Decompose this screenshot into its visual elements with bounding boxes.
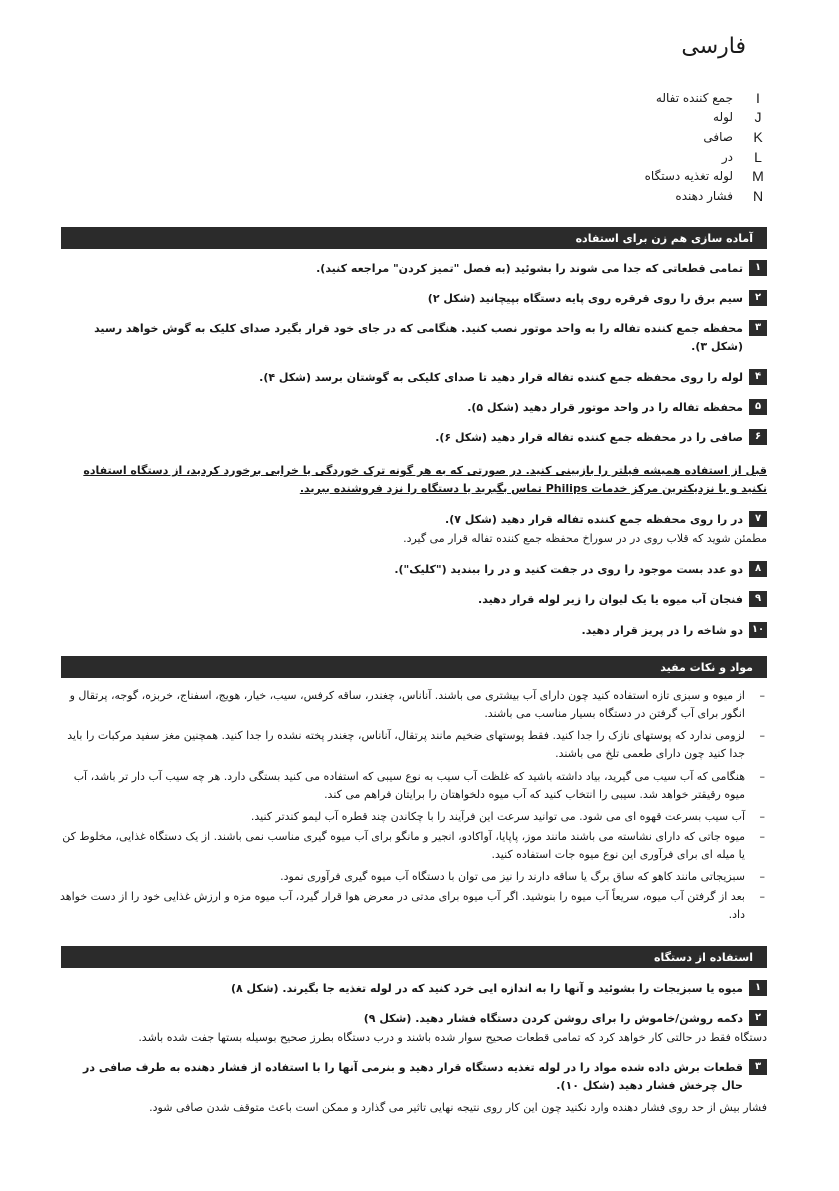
step-7-note: مطمئن شوید که قلاب روی در در سوراخ محفظه جمع کننده تفاله قرار می گیرد. — [403, 532, 767, 545]
part-name: لوله تغذیه دستگاه — [644, 169, 733, 184]
tip-item — [60, 828, 769, 864]
step-text: صافی را در محفظه جمع کننده تفاله قرار دهید (شکل ۶). — [435, 431, 743, 444]
tip-text: بعد از گرفتن آب میوه، سریعاً آب میوه را بنوشید. اگر آب میوه برای مدتی در معرض هوا قرار گیرد، آب میوه مزه و ارزش غذایی خود را از دست خواهد داد. — [60, 890, 745, 921]
step-text: لوله را روی محفظه جمع کننده تفاله قرار دهید تا صدای کلیکی به گوشتان برسد (شکل ۴). — [259, 371, 743, 384]
use-step-2-note: دستگاه فقط در حالتی کار خواهد کرد که تمامی قطعات صحیح سوار شده باشند و درب دستگاه بطرز صحیح بوسیله بستها جفت شده باشد. — [138, 1031, 767, 1044]
bullet-dash-icon: – — [759, 830, 765, 843]
part-letter: N — [752, 187, 764, 204]
tip-text: آب سیب بسرعت قهوه ای می شود. می توانید سرعت این فرآیند را با چکاندن چند قطره آب لیمو کندتر کنید. — [250, 810, 745, 823]
step-text: دو شاخه را در پریز قرار دهید. — [581, 624, 743, 637]
bullet-dash-icon: – — [759, 770, 765, 783]
step-number: ۸ — [749, 561, 767, 577]
step-number: ۹ — [749, 591, 767, 607]
step-number: ۲ — [749, 290, 767, 306]
use-step-3-note: فشار بیش از حد روی فشار دهنده وارد نکنید چون این کار روی نتیجه نهایی تاثیر می گذارد و ممکن است باعث متوقف شدن صافی شود. — [149, 1101, 767, 1114]
step-number: ۶ — [749, 429, 767, 445]
part-item — [469, 186, 769, 206]
bullet-dash-icon: – — [759, 810, 765, 823]
bullet-dash-icon: – — [759, 689, 765, 702]
step-text: دو عدد بست موجود را روی در جفت کنید و در را ببندید ("کلیک"). — [394, 563, 743, 576]
tip-item — [60, 868, 769, 886]
step-text: محفظه جمع کننده تفاله را به واحد موتور نصب کنید. هنگامی که در جای خود قرار بگیرد صدای کلیک به گوش خواهد رسید (شکل ۳). — [94, 322, 743, 353]
step-6 — [60, 429, 767, 447]
tip-item — [60, 687, 769, 723]
part-item — [469, 147, 769, 167]
bullet-dash-icon: – — [759, 729, 765, 742]
step-text: تمامی قطعاتی که جدا می شوند را بشوئید (به فصل "تمیز کردن" مراجعه کنید). — [316, 262, 743, 275]
tip-text: میوه جاتی که دارای نشاسته می باشند مانند موز، پاپایا، آواکادو، انجیر و مانگو برای آب میوه گیری مناسب نمی باشند. از یک دستگاه غذایی، مخلوط کن یا میله ای برای فرآوری این نوع میوه جات استفاده کنید. — [62, 830, 745, 861]
step-number: ۱ — [749, 260, 767, 276]
step-text: محفظه تفاله را در واحد موتور قرار دهید (شکل ۵). — [467, 401, 743, 414]
part-name: در — [721, 149, 733, 164]
step-number: ۳ — [749, 320, 767, 336]
step-text: دکمه روشن/خاموش را برای روشن کردن دستگاه فشار دهید. (شکل ۹) — [363, 1012, 743, 1025]
part-letter: I — [756, 89, 760, 106]
part-item — [469, 127, 769, 147]
step-7 — [60, 511, 767, 529]
step-2 — [60, 290, 767, 308]
part-name: صافی — [703, 129, 733, 144]
tip-text: لزومی ندارد که پوستهای نازک را جدا کنید. فقط پوستهای ضخیم مانند پرتقال، آناناس، چغندر پخته نشده را جدا کنید. همچنین مغز سفید مرکبات را باید جدا کنید چون دارای طعمی تلخ می باشند. — [67, 729, 745, 760]
step-number: ۵ — [749, 399, 767, 415]
step-number: ۲ — [749, 1010, 767, 1026]
tip-item — [60, 888, 769, 924]
bullet-dash-icon: – — [759, 890, 765, 903]
step-3 — [60, 320, 767, 356]
use-step-2 — [60, 1010, 767, 1028]
part-letter: M — [752, 168, 764, 185]
use-step-1 — [60, 980, 767, 998]
tip-text: سبزیجاتی مانند کاهو که ساق برگ یا ساقه دارند را نیز می توان با دستگاه آب میوه گیری فرآوری نمود. — [280, 870, 745, 883]
part-item — [469, 108, 769, 128]
step-number: ۴ — [749, 369, 767, 385]
part-name: جمع کننده تفاله — [655, 90, 733, 105]
section-heading-preparation: آماده سازی هم زن برای استفاده — [61, 227, 767, 249]
parts-list — [469, 88, 769, 206]
step-8 — [60, 561, 767, 579]
step-1 — [60, 260, 767, 278]
step-text: قطعات برش داده شده مواد را در لوله تغذیه دستگاه قرار دهید و بنرمی آنها را با استفاده از فشار دهنده به طرف صافی در حال چرخش فشار دهید (شکل ۱۰). — [83, 1061, 743, 1092]
part-letter: L — [754, 148, 762, 165]
step-text: فنجان آب میوه یا یک لیوان را زیر لوله قرار دهید. — [478, 593, 743, 606]
tip-text: از میوه و سبزی تازه استفاده کنید چون دارای آب بیشتری می باشند. آناناس، چغندر، ساقه کرفس، سیب، خیار، هویج، اسفناج، خربزه، گوجه، پرتقال و انگور برای آب گرفتن در دستگاه بسیار مناسب می باشند. — [69, 689, 745, 720]
tip-text: هنگامی که آب سیب می گیرید، بیاد داشته باشید که غلظت آب سیب به نوع سیبی که استفاده می کنید بستگی دارد. هر چه سیب آب دار تر باشد، آب میوه رقیقتر خواهد شد. سیبی را انتخاب کنید که آب میوه دلخواهتان را برایتان فراهم می کند. — [73, 770, 745, 801]
step-text: میوه یا سبزیجات را بشوئید و آنها را به اندازه ایی خرد کنید که در لوله تغذیه جا بگیرند. (شکل ۸) — [230, 982, 743, 995]
part-letter: K — [753, 128, 763, 145]
step-5 — [60, 399, 767, 417]
part-letter: J — [754, 109, 762, 126]
step-text: سیم برق را روی قرقره روی پایه دستگاه بپیچانید (شکل ۲) — [427, 292, 743, 305]
filter-warning: قبل از استفاده همیشه فیلتر را بازبینی کنید. در صورتی که به هر گونه ترک خوردگی یا خرابی برخورد کردید، از دستگاه استفاده نکنید و با نزدیکترین مرکز خدمات Philips تماس بگیرید یا دستگاه را نزد فروشنده ببرید. — [83, 464, 767, 495]
step-number: ۱۰ — [749, 622, 767, 638]
part-name: لوله — [713, 110, 733, 125]
step-number: ۱ — [749, 980, 767, 996]
step-9 — [60, 591, 767, 609]
step-number: ۷ — [749, 511, 767, 527]
tip-item — [60, 727, 769, 763]
step-4 — [60, 369, 767, 387]
language-title: فارسی — [681, 34, 746, 59]
step-number: ۳ — [749, 1059, 767, 1075]
section-heading-using: استفاده از دستگاه — [61, 946, 767, 968]
tip-item — [60, 808, 769, 826]
bullet-dash-icon: – — [759, 870, 765, 883]
part-name: فشار دهنده — [675, 188, 733, 203]
step-text: در را روی محفظه جمع کننده تفاله قرار دهید (شکل ۷). — [445, 513, 743, 526]
part-item — [469, 166, 769, 186]
use-step-3 — [60, 1059, 767, 1095]
part-item — [469, 88, 769, 108]
tip-item — [60, 768, 769, 804]
step-10 — [60, 622, 767, 640]
section-heading-tips: مواد و نکات مفید — [61, 656, 767, 678]
